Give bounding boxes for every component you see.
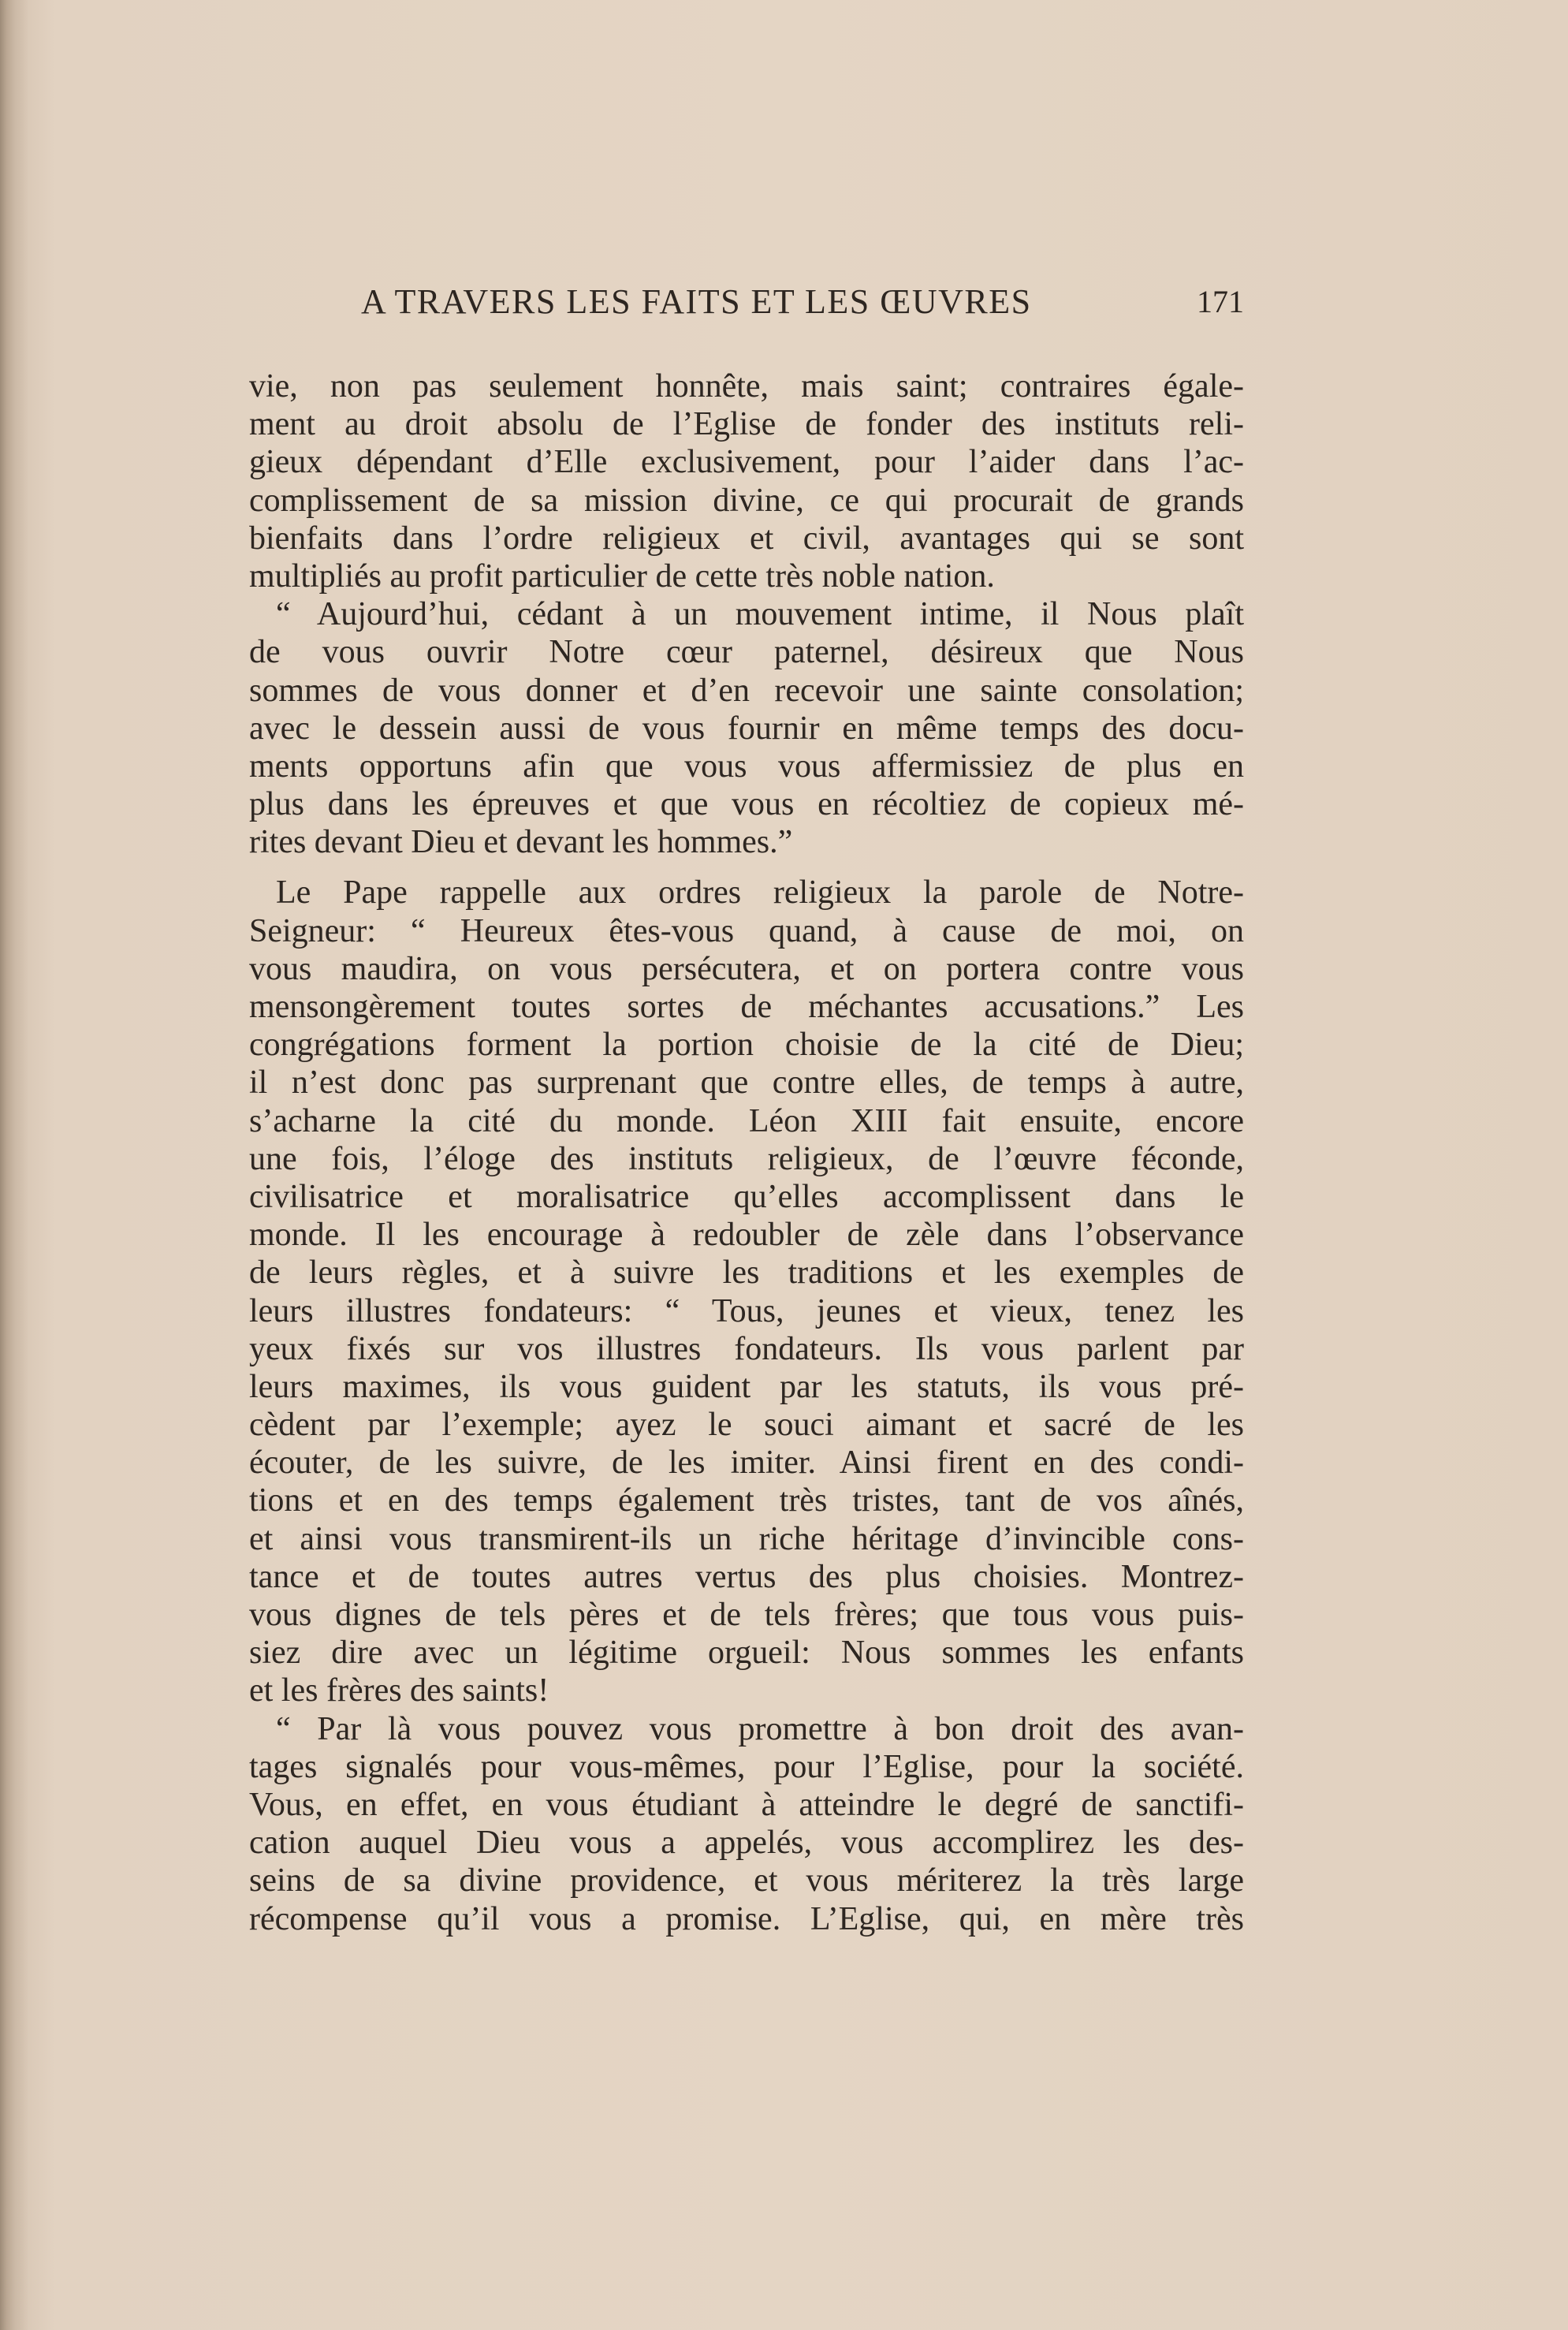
- text-line: écouter, de les suivre, de les imiter. Ainsi firent en des condi-: [249, 1445, 1244, 1482]
- text-line: plus dans les épreuves et que vous en récoltiez de copieux mé-: [249, 786, 1244, 823]
- text-line: seins de sa divine providence, et vous mériterez la très large: [249, 1862, 1244, 1899]
- text-line: ments opportuns afin que vous vous affermissiez de plus en: [249, 747, 1244, 785]
- text-line: et les frères des saints!: [249, 1672, 549, 1709]
- text-line: vous maudira, on vous persécutera, et on portera contre vous: [249, 950, 1244, 987]
- text-line: rites devant Dieu et devant les hommes.”: [249, 824, 793, 861]
- text-line: congrégations forment la portion choisie de la cité de Dieu;: [249, 1027, 1244, 1064]
- text-line: sommes de vous donner et d’en recevoir une sainte consolation;: [249, 672, 1244, 709]
- text-line: ment au droit absolu de l’Eglise de fonder des instituts reli-: [249, 406, 1244, 443]
- text-line: bienfaits dans l’ordre religieux et civil, avantages qui se sont: [249, 520, 1244, 557]
- text-line: gieux dépendant d’Elle exclusivement, pour l’aider dans l’ac-: [249, 444, 1244, 481]
- text-line: de leurs règles, et à suivre les traditions et les exemples de: [249, 1254, 1244, 1292]
- text-line: cation auquel Dieu vous a appelés, vous accomplirez les des-: [249, 1825, 1244, 1862]
- text-line: de vous ouvrir Notre cœur paternel, désireux que Nous: [249, 634, 1244, 671]
- body-text: [249, 367, 1244, 1938]
- binding-edge: [0, 0, 28, 2330]
- text-line: et ainsi vous transmirent-ils un riche héritage d’invincible cons-: [249, 1520, 1244, 1557]
- text-line: “ Aujourd’hui, cédant à un mouvement intime, il Nous plaît: [276, 596, 1244, 633]
- text-line: multipliés au profit particulier de cette très noble nation.: [249, 557, 995, 595]
- text-line: tages signalés pour vous-mêmes, pour l’Eglise, pour la société.: [249, 1748, 1244, 1785]
- text-line: leurs maximes, ils vous guident par les statuts, ils vous pré-: [249, 1368, 1244, 1405]
- text-line: mensongèrement toutes sortes de méchantes accusations.” Les: [249, 989, 1244, 1025]
- paragraph-gap: [249, 861, 1244, 874]
- text-line: une fois, l’éloge des instituts religieux, de l’œuvre féconde,: [249, 1140, 1244, 1177]
- text-line: yeux fixés sur vos illustres fondateurs. Ils vous parlent par: [249, 1330, 1244, 1367]
- text-line: siez dire avec un légitime orgueil: Nous sommes les enfants: [249, 1635, 1244, 1672]
- text-line: complissement de sa mission divine, ce qui procurait de grands: [249, 482, 1244, 519]
- text-line: monde. Il les encourage à redoubler de zèle dans l’observance: [249, 1217, 1244, 1254]
- text-line: vous dignes de tels pères et de tels frères; que tous vous puis-: [249, 1597, 1244, 1633]
- page-header: [361, 278, 1244, 326]
- text-line: Vous, en effet, en vous étudiant à atteindre le degré de sanctifi-: [249, 1786, 1244, 1823]
- text-line: leurs illustres fondateurs: “ Tous, jeunes et vieux, tenez les: [249, 1292, 1244, 1329]
- text-line: tance et de toutes autres vertus des plus choisies. Montrez-: [249, 1558, 1244, 1595]
- text-line: Seigneur: “ Heureux êtes-vous quand, à cause de moi, on: [249, 912, 1244, 949]
- text-line: Le Pape rappelle aux ordres religieux la parole de Notre-: [276, 874, 1244, 911]
- text-line: “ Par là vous pouvez vous promettre à bon droit des avan-: [276, 1710, 1244, 1747]
- text-line: civilisatrice et moralisatrice qu’elles accomplissent dans le: [249, 1178, 1244, 1215]
- text-line: récompense qu’il vous a promise. L’Eglise, qui, en mère très: [249, 1900, 1244, 1937]
- text-line: s’acharne la cité du monde. Léon XIII fait ensuite, encore: [249, 1102, 1244, 1139]
- text-line: tions et en des temps également très tristes, tant de vos aînés,: [249, 1482, 1244, 1519]
- page-number: 171: [1197, 284, 1244, 319]
- text-line: cèdent par l’exemple; ayez le souci aimant et sacré de les: [249, 1407, 1244, 1444]
- text-line: vie, non pas seulement honnête, mais saint; contraires égale-: [249, 368, 1244, 404]
- running-title: A TRAVERS LES FAITS ET LES ŒUVRES: [361, 282, 1032, 321]
- text-line: il n’est donc pas surprenant que contre elles, de temps à autre,: [249, 1064, 1244, 1102]
- text-line: avec le dessein aussi de vous fournir en même temps des docu-: [249, 710, 1244, 747]
